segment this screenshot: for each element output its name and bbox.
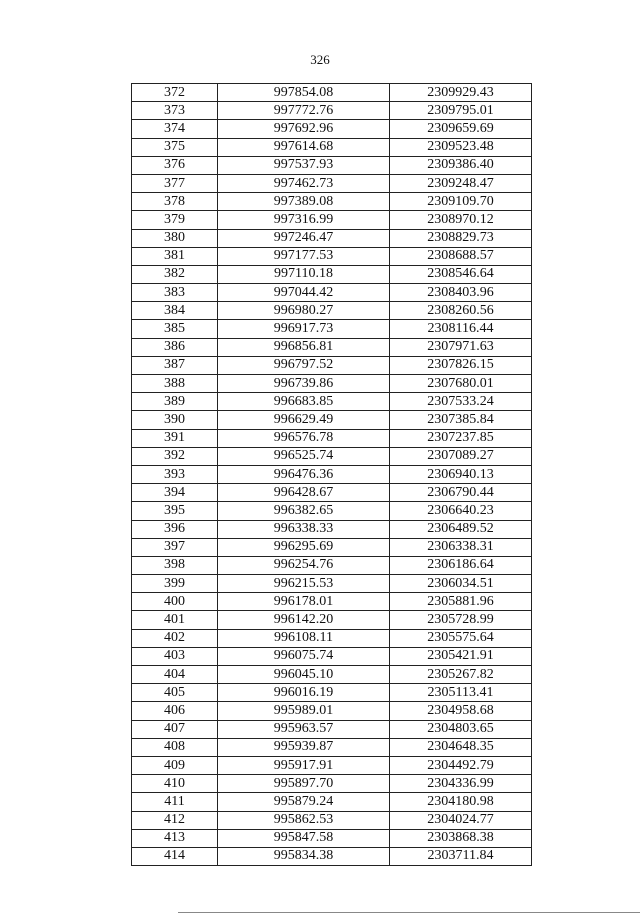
point-number-cell: 391	[132, 429, 218, 447]
x-coordinate-cell: 996338.33	[218, 520, 390, 538]
table-row	[132, 247, 532, 265]
x-coordinate-cell: 995862.53	[218, 811, 390, 829]
table-row	[132, 629, 532, 647]
table-row	[132, 538, 532, 556]
point-number-cell: 399	[132, 575, 218, 593]
table-row	[132, 775, 532, 793]
y-coordinate-cell: 2306940.13	[390, 465, 532, 483]
x-coordinate-cell: 995847.58	[218, 829, 390, 847]
table-row	[132, 556, 532, 574]
table-row	[132, 193, 532, 211]
y-coordinate-cell: 2305881.96	[390, 593, 532, 611]
point-number-cell: 411	[132, 793, 218, 811]
table-row	[132, 593, 532, 611]
x-coordinate-cell: 997177.53	[218, 247, 390, 265]
point-number-cell: 405	[132, 684, 218, 702]
table-row	[132, 684, 532, 702]
x-coordinate-cell: 996683.85	[218, 393, 390, 411]
y-coordinate-cell: 2306034.51	[390, 575, 532, 593]
x-coordinate-cell: 996476.36	[218, 465, 390, 483]
x-coordinate-cell: 997692.96	[218, 120, 390, 138]
x-coordinate-cell: 995917.91	[218, 756, 390, 774]
table-row	[132, 229, 532, 247]
x-coordinate-cell: 995879.24	[218, 793, 390, 811]
x-coordinate-cell: 996797.52	[218, 356, 390, 374]
table-row	[132, 429, 532, 447]
x-coordinate-cell: 996382.65	[218, 502, 390, 520]
point-number-cell: 402	[132, 629, 218, 647]
x-coordinate-cell: 996178.01	[218, 593, 390, 611]
x-coordinate-cell: 997389.08	[218, 193, 390, 211]
y-coordinate-cell: 2309248.47	[390, 174, 532, 192]
y-coordinate-cell: 2305421.91	[390, 647, 532, 665]
table-row	[132, 738, 532, 756]
y-coordinate-cell: 2307680.01	[390, 375, 532, 393]
coordinates-table	[131, 83, 532, 866]
point-number-cell: 401	[132, 611, 218, 629]
y-coordinate-cell: 2306338.31	[390, 538, 532, 556]
point-number-cell: 379	[132, 211, 218, 229]
x-coordinate-cell: 996295.69	[218, 538, 390, 556]
point-number-cell: 382	[132, 265, 218, 283]
point-number-cell: 396	[132, 520, 218, 538]
point-number-cell: 392	[132, 447, 218, 465]
y-coordinate-cell: 2305575.64	[390, 629, 532, 647]
y-coordinate-cell: 2308688.57	[390, 247, 532, 265]
x-coordinate-cell: 996980.27	[218, 302, 390, 320]
table-row	[132, 84, 532, 102]
x-coordinate-cell: 996016.19	[218, 684, 390, 702]
x-coordinate-cell: 997854.08	[218, 84, 390, 102]
table-row	[132, 375, 532, 393]
y-coordinate-cell: 2308403.96	[390, 284, 532, 302]
y-coordinate-cell: 2309929.43	[390, 84, 532, 102]
point-number-cell: 412	[132, 811, 218, 829]
table-row	[132, 356, 532, 374]
table-row	[132, 102, 532, 120]
y-coordinate-cell: 2308546.64	[390, 265, 532, 283]
point-number-cell: 388	[132, 375, 218, 393]
y-coordinate-cell: 2305267.82	[390, 666, 532, 684]
point-number-cell: 383	[132, 284, 218, 302]
table-row	[132, 484, 532, 502]
x-coordinate-cell: 997246.47	[218, 229, 390, 247]
coordinates-table-body	[132, 84, 532, 866]
table-row	[132, 138, 532, 156]
point-number-cell: 374	[132, 120, 218, 138]
y-coordinate-cell: 2308260.56	[390, 302, 532, 320]
y-coordinate-cell: 2307385.84	[390, 411, 532, 429]
y-coordinate-cell: 2307533.24	[390, 393, 532, 411]
table-row	[132, 393, 532, 411]
table-row	[132, 284, 532, 302]
y-coordinate-cell: 2305728.99	[390, 611, 532, 629]
table-row	[132, 120, 532, 138]
point-number-cell: 404	[132, 666, 218, 684]
y-coordinate-cell: 2304648.35	[390, 738, 532, 756]
x-coordinate-cell: 997316.99	[218, 211, 390, 229]
table-row	[132, 502, 532, 520]
point-number-cell: 410	[132, 775, 218, 793]
point-number-cell: 380	[132, 229, 218, 247]
y-coordinate-cell: 2307826.15	[390, 356, 532, 374]
x-coordinate-cell: 995963.57	[218, 720, 390, 738]
y-coordinate-cell: 2303711.84	[390, 847, 532, 865]
y-coordinate-cell: 2309795.01	[390, 102, 532, 120]
point-number-cell: 373	[132, 102, 218, 120]
x-coordinate-cell: 997772.76	[218, 102, 390, 120]
x-coordinate-cell: 997614.68	[218, 138, 390, 156]
table-row	[132, 520, 532, 538]
point-number-cell: 389	[132, 393, 218, 411]
point-number-cell: 390	[132, 411, 218, 429]
x-coordinate-cell: 995939.87	[218, 738, 390, 756]
x-coordinate-cell: 996215.53	[218, 575, 390, 593]
x-coordinate-cell: 996739.86	[218, 375, 390, 393]
table-row	[132, 611, 532, 629]
x-coordinate-cell: 995897.70	[218, 775, 390, 793]
table-row	[132, 756, 532, 774]
point-number-cell: 413	[132, 829, 218, 847]
point-number-cell: 414	[132, 847, 218, 865]
y-coordinate-cell: 2308116.44	[390, 320, 532, 338]
point-number-cell: 378	[132, 193, 218, 211]
table-row	[132, 720, 532, 738]
page-bottom-rule	[178, 912, 640, 913]
point-number-cell: 386	[132, 338, 218, 356]
y-coordinate-cell: 2307237.85	[390, 429, 532, 447]
table-row	[132, 666, 532, 684]
point-number-cell: 377	[132, 174, 218, 192]
x-coordinate-cell: 996525.74	[218, 447, 390, 465]
x-coordinate-cell: 995834.38	[218, 847, 390, 865]
y-coordinate-cell: 2306640.23	[390, 502, 532, 520]
x-coordinate-cell: 997537.93	[218, 156, 390, 174]
point-number-cell: 406	[132, 702, 218, 720]
table-row	[132, 302, 532, 320]
y-coordinate-cell: 2304492.79	[390, 756, 532, 774]
point-number-cell: 408	[132, 738, 218, 756]
table-row	[132, 211, 532, 229]
point-number-cell: 387	[132, 356, 218, 374]
x-coordinate-cell: 995989.01	[218, 702, 390, 720]
point-number-cell: 407	[132, 720, 218, 738]
y-coordinate-cell: 2304024.77	[390, 811, 532, 829]
point-number-cell: 372	[132, 84, 218, 102]
x-coordinate-cell: 996629.49	[218, 411, 390, 429]
point-number-cell: 381	[132, 247, 218, 265]
x-coordinate-cell: 997462.73	[218, 174, 390, 192]
y-coordinate-cell: 2303868.38	[390, 829, 532, 847]
x-coordinate-cell: 997044.42	[218, 284, 390, 302]
table-row	[132, 575, 532, 593]
y-coordinate-cell: 2307089.27	[390, 447, 532, 465]
x-coordinate-cell: 996428.67	[218, 484, 390, 502]
point-number-cell: 384	[132, 302, 218, 320]
table-row	[132, 465, 532, 483]
point-number-cell: 400	[132, 593, 218, 611]
y-coordinate-cell: 2304180.98	[390, 793, 532, 811]
point-number-cell: 398	[132, 556, 218, 574]
point-number-cell: 376	[132, 156, 218, 174]
table-row	[132, 411, 532, 429]
x-coordinate-cell: 996045.10	[218, 666, 390, 684]
table-row	[132, 702, 532, 720]
y-coordinate-cell: 2309109.70	[390, 193, 532, 211]
y-coordinate-cell: 2309659.69	[390, 120, 532, 138]
point-number-cell: 385	[132, 320, 218, 338]
x-coordinate-cell: 996108.11	[218, 629, 390, 647]
table-row	[132, 320, 532, 338]
table-row	[132, 156, 532, 174]
table-row	[132, 829, 532, 847]
x-coordinate-cell: 997110.18	[218, 265, 390, 283]
x-coordinate-cell: 996576.78	[218, 429, 390, 447]
y-coordinate-cell: 2304336.99	[390, 775, 532, 793]
x-coordinate-cell: 996856.81	[218, 338, 390, 356]
x-coordinate-cell: 996254.76	[218, 556, 390, 574]
x-coordinate-cell: 996917.73	[218, 320, 390, 338]
y-coordinate-cell: 2304803.65	[390, 720, 532, 738]
table-row	[132, 174, 532, 192]
point-number-cell: 393	[132, 465, 218, 483]
y-coordinate-cell: 2305113.41	[390, 684, 532, 702]
x-coordinate-cell: 996142.20	[218, 611, 390, 629]
table-row	[132, 265, 532, 283]
table-row	[132, 847, 532, 865]
y-coordinate-cell: 2309386.40	[390, 156, 532, 174]
page-number: 326	[310, 52, 330, 67]
y-coordinate-cell: 2304958.68	[390, 702, 532, 720]
y-coordinate-cell: 2306790.44	[390, 484, 532, 502]
point-number-cell: 403	[132, 647, 218, 665]
y-coordinate-cell: 2308829.73	[390, 229, 532, 247]
table-row	[132, 793, 532, 811]
y-coordinate-cell: 2306186.64	[390, 556, 532, 574]
point-number-cell: 409	[132, 756, 218, 774]
point-number-cell: 375	[132, 138, 218, 156]
y-coordinate-cell: 2307971.63	[390, 338, 532, 356]
table-row	[132, 647, 532, 665]
point-number-cell: 394	[132, 484, 218, 502]
x-coordinate-cell: 996075.74	[218, 647, 390, 665]
table-row	[132, 811, 532, 829]
point-number-cell: 395	[132, 502, 218, 520]
y-coordinate-cell: 2308970.12	[390, 211, 532, 229]
y-coordinate-cell: 2309523.48	[390, 138, 532, 156]
table-row	[132, 447, 532, 465]
table-row	[132, 338, 532, 356]
point-number-cell: 397	[132, 538, 218, 556]
y-coordinate-cell: 2306489.52	[390, 520, 532, 538]
